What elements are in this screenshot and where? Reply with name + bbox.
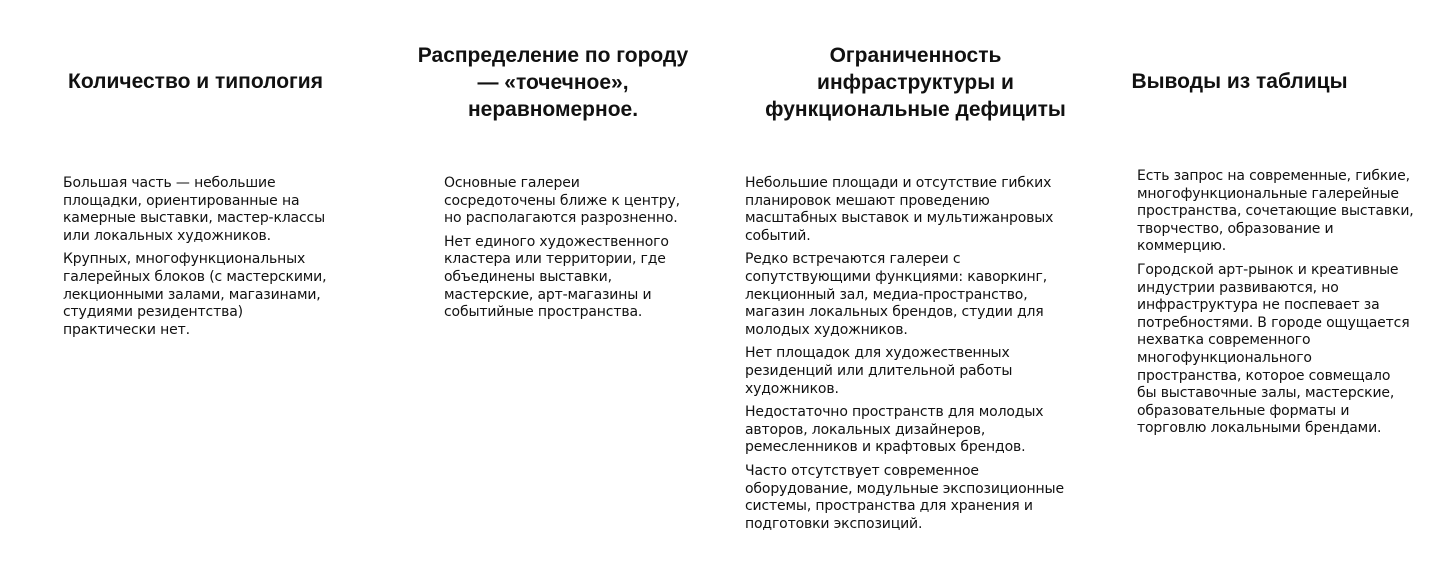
text-line: Основные галереи — [444, 175, 580, 191]
heading-line: Распределение по городу — [417, 44, 689, 67]
text-line: системы, пространства для хранения и — [745, 498, 1033, 515]
text-line: или локальных художников. — [63, 227, 271, 244]
text-line: объединены выставки, — [444, 268, 612, 285]
text-line: практически нет. — [63, 321, 190, 338]
heading-line: инфраструктуры и — [817, 71, 1014, 94]
paragraph — [444, 234, 680, 322]
text-line: лекционный зал, медиа-пространство, — [745, 286, 1028, 303]
text-line: оборудование, модульные экспозиционные — [745, 480, 1064, 497]
text-line: студиями резидентства) — [63, 304, 243, 321]
column-body — [63, 175, 326, 345]
text-line: галерейных блоков (с мастерскими, — [63, 268, 327, 285]
text-line: Нет площадок для художественных — [745, 345, 1010, 362]
column-body — [1137, 168, 1414, 444]
text-line: событийные пространства. — [444, 304, 643, 321]
text-line: многофункционального — [1137, 349, 1312, 366]
heading-line: Количество и типология — [68, 70, 323, 93]
text-line: площадки, ориентированные на — [63, 192, 300, 209]
text-line: подготовки экспозиций. — [745, 515, 923, 532]
text-line: торговлю локальными брендами. — [1137, 420, 1382, 437]
heading-line: Ограниченность — [829, 44, 1002, 67]
paragraph — [745, 404, 1064, 457]
text-line: нехватка современного — [1137, 332, 1311, 349]
text-line: сопутствующими функциями: каворкинг, — [745, 268, 1048, 285]
paragraph — [1137, 262, 1414, 438]
heading-line: неравномерное. — [467, 98, 639, 121]
text-line: Редко встречаются галереи с — [745, 251, 961, 268]
text-line: Небольшие площади и отсутствие гибких — [745, 175, 1052, 191]
text-line: индустрии развиваются, но — [1137, 279, 1339, 296]
text-line: событий. — [745, 227, 811, 244]
paragraph — [444, 175, 680, 228]
text-line: камерные выставки, мастер-классы — [63, 210, 325, 227]
text-line: Часто отсутствует современное — [745, 462, 979, 479]
text-line: образовательные форматы и — [1137, 402, 1350, 419]
text-line: коммерцию. — [1137, 238, 1227, 255]
text-line: лекционными залами, магазинами, — [63, 286, 321, 303]
text-line: резиденций или длительной работы — [745, 362, 1013, 379]
paragraph — [1137, 168, 1414, 256]
text-line: ремесленников и крафтовых брендов. — [745, 439, 1026, 456]
column-heading — [400, 42, 706, 123]
text-line: Крупных, многофункциональных — [63, 251, 306, 268]
text-line: кластера или территории, где — [444, 251, 666, 268]
paragraph — [745, 251, 1064, 339]
column-heading — [1105, 68, 1374, 95]
heading-line: Выводы из таблицы — [1131, 70, 1348, 93]
heading-line: — «точечное», — [477, 71, 629, 94]
text-line: творчество, образование и — [1137, 220, 1334, 237]
text-line: потребностями. В городе ощущается — [1137, 314, 1410, 331]
text-line: Большая часть — небольшие — [63, 175, 276, 191]
text-line: сосредоточены ближе к центру, — [444, 192, 680, 209]
text-line: авторов, локальных дизайнеров, — [745, 421, 986, 438]
text-line: магазин локальных брендов, студии для — [745, 304, 1044, 321]
text-line: Нет единого художественного — [444, 233, 669, 250]
text-line: пространства, которое совмещало — [1137, 367, 1391, 384]
paragraph — [63, 175, 326, 245]
column-heading — [0, 68, 391, 95]
paragraph — [745, 463, 1064, 533]
text-line: многофункциональные галерейные — [1137, 185, 1399, 202]
text-line: инфраструктура не поспевает за — [1137, 297, 1380, 314]
text-line: бы выставочные залы, мастерские, — [1137, 385, 1395, 402]
text-line: но располагаются разрозненно. — [444, 210, 678, 227]
text-line: мастерские, арт-магазины и — [444, 286, 652, 303]
paragraph — [63, 251, 326, 339]
text-line: планировок мешают проведению — [745, 192, 990, 209]
text-line: художников. — [745, 380, 839, 397]
text-line: пространства, сочетающие выставки, — [1137, 203, 1414, 220]
column-heading — [745, 42, 1086, 123]
text-line: масштабных выставок и мультижанровых — [745, 210, 1054, 227]
column-body — [444, 175, 680, 328]
text-line: молодых художников. — [745, 321, 908, 338]
heading-line: функциональные дефициты — [765, 98, 1066, 121]
text-line: Есть запрос на современные, гибкие, — [1137, 168, 1410, 184]
text-line: Городской арт-рынок и креативные — [1137, 261, 1399, 278]
column-body — [745, 175, 1064, 539]
text-line: Недостаточно пространств для молодых — [745, 404, 1044, 421]
paragraph — [745, 175, 1064, 245]
paragraph — [745, 345, 1064, 398]
